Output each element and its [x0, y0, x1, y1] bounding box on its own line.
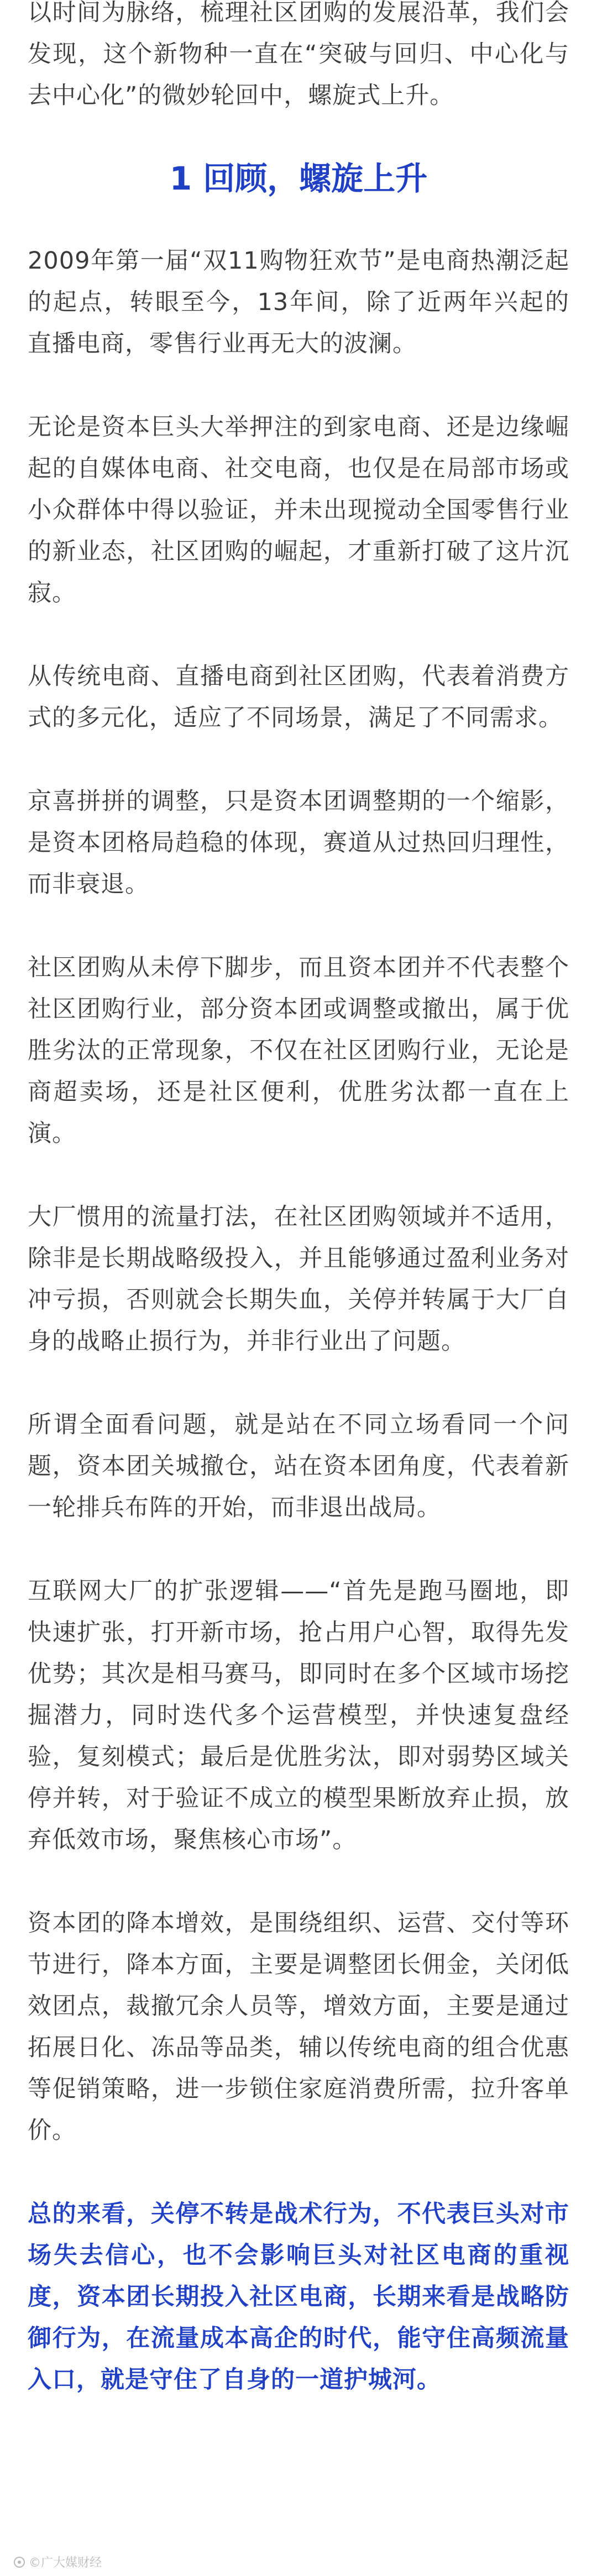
paragraph-traffic-play: 大厂惯用的流量打法，在社区团购领域并不适用，除非是长期战略级投入，并且能够通过盈利业务对冲亏损，否则就会长期失血，关停并转属于大厂自身的战略止损行为，并非行业出了问题。: [28, 1203, 569, 1355]
paragraph-jingxi: 京喜拼拼的调整，只是资本团调整期的一个缩影，是资本团格局趋稳的体现，赛道从过热回归理性，而非衰退。: [28, 788, 569, 898]
section-heading: 1 回顾，螺旋上升: [169, 160, 428, 197]
watermark-text: ©广大媒财经: [29, 2556, 102, 2570]
paragraph-capital-giants: 无论是资本巨头大举押注的到家电商、还是边缘崛起的自媒体电商、社交电商，也仅是在局部市场或小众群体中得以验证，并未出现搅动全国零售行业的新业态，社区团购的崛起，才重新打破了这片沉寂。: [28, 413, 569, 607]
paragraph-2009: 2009年第一届“双11购物狂欢节”是电商热潮泛起的起点，转眼至今，13年间，除了近两年兴起的直播电商，零售行业再无大的波澜。: [28, 247, 569, 358]
paragraph-intro: 以时间为脉络，梳理社区团购的发展沿革，我们会发现，这个新物种一直在“突破与回归、中心化与去中心化”的微妙轮回中，螺旋式上升。: [28, 0, 569, 109]
media-logo-icon: [13, 2556, 25, 2568]
paragraph-expansion-logic: 互联网大厂的扩张逻辑——“首先是跑马圈地，即快速扩张，打开新市场，抢占用户心智，取得先发优势；其次是相马赛马，即同时在多个区域市场挖掘潜力，同时迭代多个运营模型，并快速复盘经验，复刻模式；最后是优胜劣汰，即对弱势区域关停并转，对于验证不成立的模型果断放弃止损，放弃低效市场，聚焦核心市场”。: [28, 1577, 569, 1854]
paragraph-never-stop: 社区团购从未停下脚步，而且资本团并不代表整个社区团购行业，部分资本团或调整或撤出，属于优胜劣汰的正常现象，不仅在社区团购行业，无论是商超卖场，还是社区便利，优胜劣汰都一直在上演。: [28, 954, 569, 1147]
article-body: [28, 0, 569, 2401]
paragraph-perspective: 所谓全面看问题，就是站在不同立场看同一个问题，资本团关城撤仓，站在资本团角度，代表着新一轮排兵布阵的开始，而非退出战局。: [28, 1411, 569, 1522]
paragraph-conclusion: 总的来看，关停不转是战术行为，不代表巨头对市场失去信心，也不会影响巨头对社区电商的重视度，资本团长期投入社区电商，长期来看是战略防御行为，在流量成本高企的时代，能守住高频流量入口，就是守住了自身的一道护城河。: [28, 2200, 569, 2394]
watermark: [13, 2553, 102, 2570]
paragraph-diversity: 从传统电商、直播电商到社区团购，代表着消费方式的多元化，适应了不同场景，满足了不同需求。: [28, 663, 569, 732]
paragraph-cost-efficiency: 资本团的降本增效，是围绕组织、运营、交付等环节进行，降本方面，主要是调整团长佣金，关闭低效团点，裁撤冗余人员等，增效方面，主要是通过拓展日化、冻品等品类，辅以传统电商的组合优惠等促销策略，进一步锁住家庭消费所需，拉升客单价。: [28, 1909, 569, 2144]
